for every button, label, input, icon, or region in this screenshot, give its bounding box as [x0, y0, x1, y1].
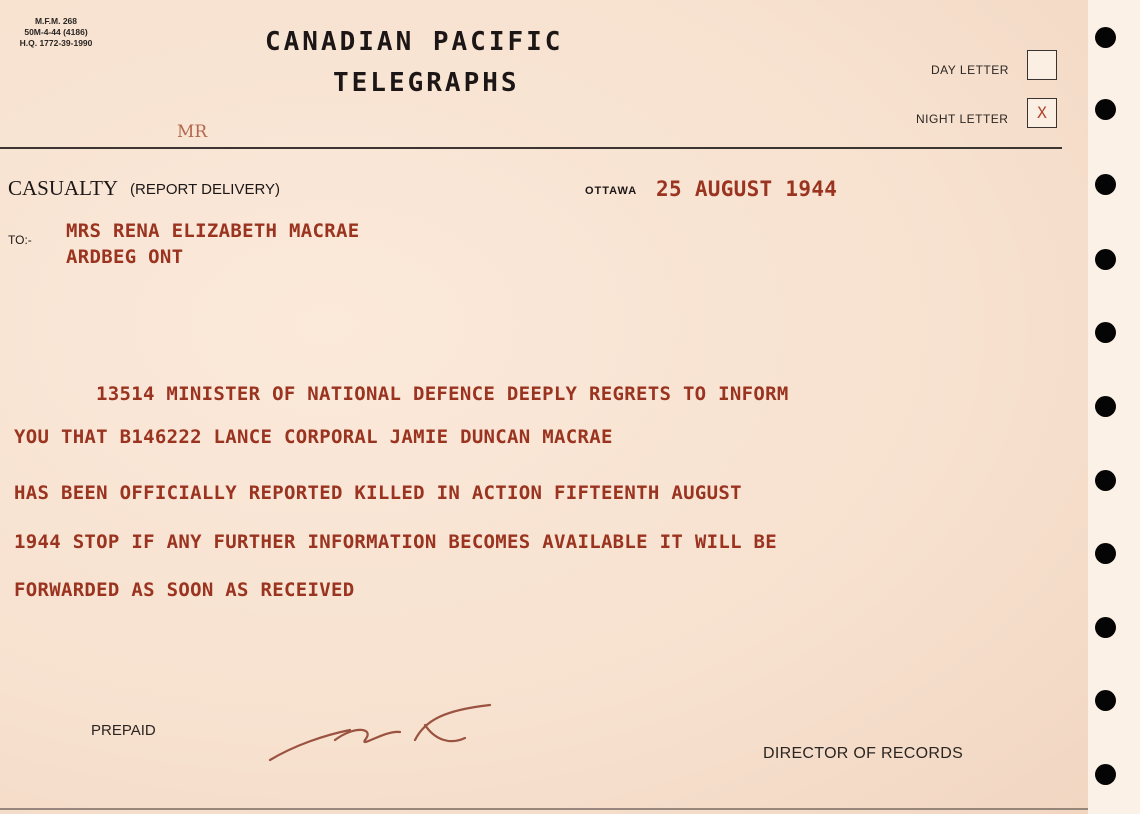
- feed-hole: [1095, 249, 1116, 270]
- prepaid-label: PREPAID: [91, 722, 156, 739]
- feed-hole: [1095, 322, 1116, 343]
- feed-hole: [1095, 764, 1116, 785]
- day-letter-label: DAY LETTER: [931, 63, 1009, 77]
- night-letter-checkbox: X: [1027, 98, 1057, 128]
- addressee-name: MRS RENA ELIZABETH MACRAE: [66, 220, 360, 242]
- report-delivery-label: (REPORT DELIVERY): [130, 181, 281, 198]
- form-code-line: H.Q. 1772-39-1990: [19, 38, 93, 48]
- feed-hole: [1095, 690, 1116, 711]
- message-line: HAS BEEN OFFICIALLY REPORTED KILLED IN ACTION FIFTEENTH AUGUST: [14, 482, 742, 504]
- night-letter-label: NIGHT LETTER: [916, 112, 1009, 126]
- feed-hole: [1095, 617, 1116, 638]
- feed-hole: [1095, 99, 1116, 120]
- feed-hole: [1095, 470, 1116, 491]
- casualty-label: CASUALTY: [8, 176, 119, 200]
- message-line: FORWARDED AS SOON AS RECEIVED: [14, 579, 355, 601]
- message-line: YOU THAT B146222 LANCE CORPORAL JAMIE DUNCAN MACRAE: [14, 426, 613, 448]
- message-line: 13514 MINISTER OF NATIONAL DEFENCE DEEPLY REGRETS TO INFORM: [96, 383, 789, 405]
- form-code-line: M.F.M. 268: [34, 16, 78, 26]
- company-subtitle: TELEGRAPHS: [333, 68, 520, 98]
- director-of-records-label: DIRECTOR OF RECORDS: [763, 745, 964, 762]
- feed-hole: [1095, 174, 1116, 195]
- feed-hole: [1095, 396, 1116, 417]
- to-label: TO:-: [8, 233, 32, 247]
- message-line: 1944 STOP IF ANY FURTHER INFORMATION BECOMES AVAILABLE IT WILL BE: [14, 531, 778, 553]
- feed-hole: [1095, 27, 1116, 48]
- addressee-location: ARDBEG ONT: [66, 246, 184, 268]
- day-letter-checkbox: [1027, 50, 1057, 80]
- handwritten-code: MR: [177, 122, 208, 142]
- form-code-line: 50M-4-44 (4186): [24, 27, 88, 37]
- feed-hole: [1095, 543, 1116, 564]
- signature: [265, 700, 505, 770]
- origin-city: OTTAWA: [585, 185, 638, 197]
- form-code: [10, 16, 102, 49]
- bottom-edge: [0, 808, 1088, 810]
- telegram-date: 25 AUGUST 1944: [656, 177, 838, 201]
- header-divider: [0, 147, 1062, 149]
- company-title: CANADIAN PACIFIC: [265, 27, 564, 57]
